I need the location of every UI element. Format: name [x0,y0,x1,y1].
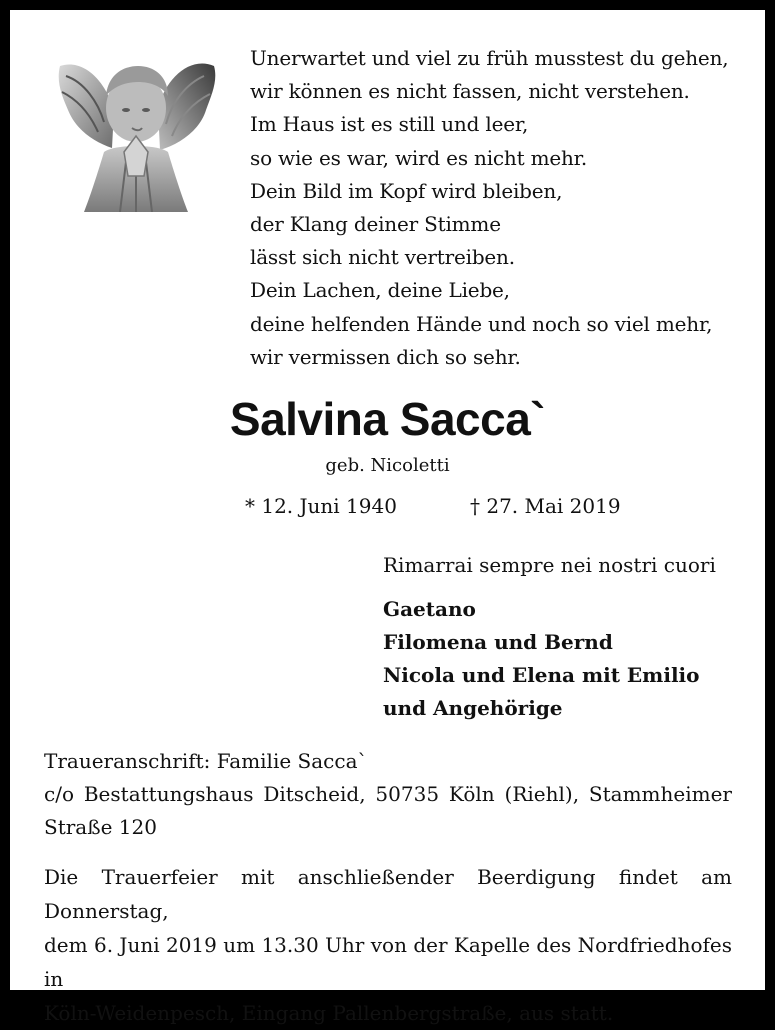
mourning-address [44,745,732,844]
poem [250,42,728,374]
mourner-entry: Nicola und Elena mit Emilio [383,663,700,687]
mourner-entry: und Angehörige [383,696,563,720]
poem-line: wir vermissen dich so sehr. [250,344,521,369]
poem-line: Im Haus ist es still und leer, [250,112,529,137]
service-line: dem 6. Juni 2019 um 13.30 Uhr von der Kapelle des Nordfriedhofes in [44,933,732,991]
poem-line: Dein Lachen, deine Liebe, [250,278,510,303]
poem-line: deine helfenden Hände und noch so viel mehr, [250,311,713,336]
deceased-name: Salvina Sacca` [229,393,546,445]
service-line: Köln-Weidenpesch, Eingang Pallenbergstraße, aus statt. [44,1001,614,1025]
poem-line: so wie es war, wird es nicht mehr. [250,145,587,170]
poem-line: Dein Bild im Kopf wird bleiben, [250,178,563,203]
obituary-notice [10,10,765,1025]
poem-line: lässt sich nicht vertreiben. [250,245,515,270]
memorial-motto: Rimarrai sempre nei nostri cuori [383,553,716,577]
address-line: c/o Bestattungshaus Ditscheid, 50735 Köln (Riehl), Stammheimer [44,782,732,806]
mourner-entry: Filomena und Bernd [383,630,613,654]
mourners-list [383,593,699,725]
service-line: Die Trauerfeier mit anschließender Beerdigung findet am Donnerstag, [44,865,732,923]
address-line: Straße 120 [44,815,157,839]
death-date: † 27. Mai 2019 [470,494,621,518]
mourner-entry: Gaetano [383,597,476,621]
poem-line: Unerwartet und viel zu früh musstest du gehen, [250,46,729,70]
poem-line: wir können es nicht fassen, nicht verstehen. [250,79,690,104]
poem-line: der Klang deiner Stimme [250,212,501,237]
maiden-name: geb. Nicoletti [325,455,450,476]
angel-statue-image [54,52,218,212]
address-line: Traueranschrift: Familie Sacca` [44,749,368,773]
birth-date: * 12. Juni 1940 [245,494,397,518]
funeral-service-info [44,860,732,1030]
